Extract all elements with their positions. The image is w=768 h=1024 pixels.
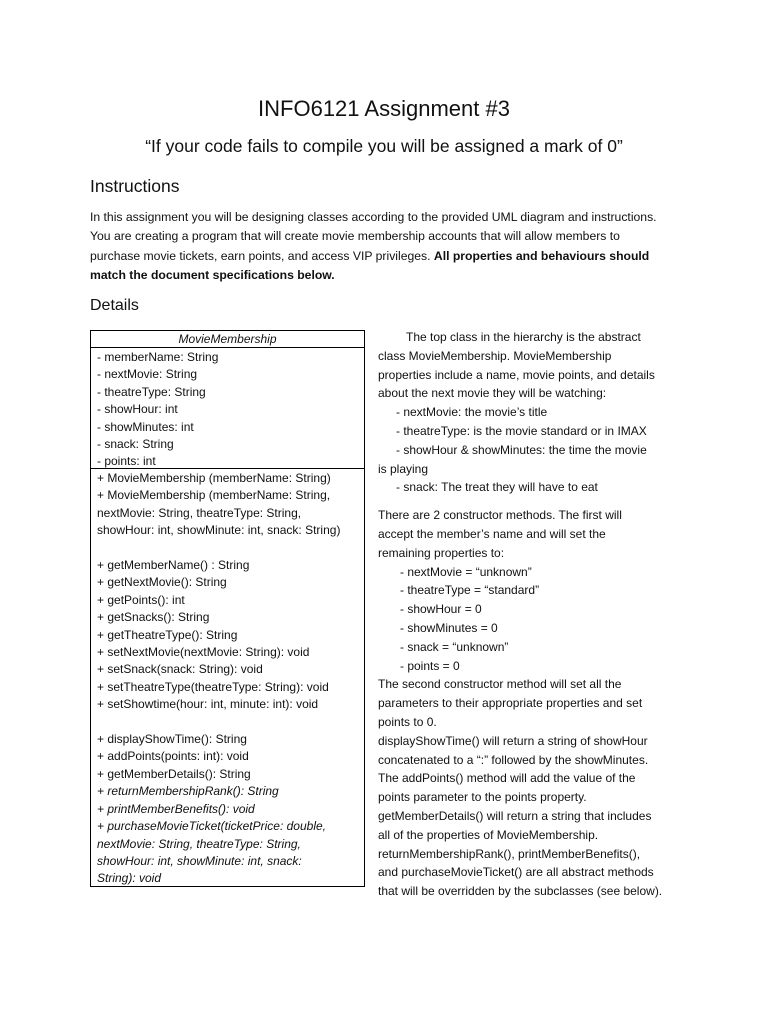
desc-list-item: - showHour & showMinutes: the time the movie [396, 442, 647, 457]
default-value-item: - showMinutes = 0 [400, 620, 498, 635]
desc-line: accept the member’s name and will set the [378, 526, 606, 541]
default-value-item: - snack = “unknown” [400, 639, 509, 654]
desc-line: remaining properties to: [378, 545, 505, 560]
intro-line: You are creating a program that will create movie membership accounts that will allow members to [90, 229, 620, 244]
uml-method: + addPoints(points: int): void [97, 749, 249, 764]
uml-class-name: MovieMembership [91, 331, 364, 348]
uml-abstract-method: + purchaseMovieTicket(ticketPrice: double, [97, 819, 326, 834]
default-value-item: - points = 0 [400, 658, 460, 673]
intro-line: In this assignment you will be designing classes according to the provided UML diagram and instructions. [90, 210, 657, 224]
document-title: INFO6121 Assignment #3 [258, 96, 510, 121]
uml-abstract-method: + returnMembershipRank(): String [97, 784, 279, 799]
uml-method: + displayShowTime(): String [97, 732, 247, 747]
uml-method: + getMemberName() : String [97, 558, 250, 573]
desc-line: parameters to their appropriate properties and set [378, 696, 643, 711]
uml-method: + getTheatreType(): String [97, 627, 238, 642]
uml-attribute: - snack: String [97, 437, 174, 452]
uml-attribute: - theatreType: String [97, 384, 206, 399]
default-value-item: - showHour = 0 [400, 602, 482, 617]
intro-text: purchase movie tickets, earn points, and access VIP privileges. [90, 248, 434, 263]
uml-class-diagram [90, 330, 365, 887]
uml-abstract-method: showHour: int, showMinute: int, snack: [97, 853, 302, 868]
details-heading: Details [90, 297, 139, 314]
desc-list-item: - snack: The treat they will have to eat [396, 480, 598, 495]
desc-line: The addPoints() method will add the value of the [378, 771, 636, 786]
default-value-item: - nextMovie = “unknown” [400, 564, 532, 579]
default-value-item: - theatreType = “standard” [400, 583, 540, 598]
uml-abstract-method: + printMemberBenefits(): void [97, 801, 255, 816]
uml-method: + setTheatreType(theatreType: String): void [97, 679, 329, 694]
desc-line: all of the properties of MovieMembership. [378, 827, 599, 842]
desc-line: The top class in the hierarchy is the abstract [406, 330, 641, 344]
desc-line: points parameter to the points property. [378, 790, 587, 805]
instructions-heading: Instructions [90, 176, 180, 196]
desc-list-item: - theatreType: is the movie standard or in IMAX [396, 423, 647, 438]
uml-method: + setNextMovie(nextMovie: String): void [97, 645, 310, 660]
class-description [378, 328, 678, 901]
uml-abstract-method: nextMovie: String, theatreType: String, [97, 836, 301, 851]
intro-bold-text: All properties and behaviours should [433, 248, 650, 263]
desc-line: There are 2 constructor methods. The first will [378, 508, 622, 523]
desc-list-item-continued: is playing [378, 461, 429, 476]
uml-method: + getSnacks(): String [97, 610, 210, 625]
desc-line: getMemberDetails() will return a string that includes [378, 808, 652, 823]
desc-line: and purchaseMovieTicket() are all abstract methods [378, 865, 654, 880]
uml-attribute: - showMinutes: int [97, 419, 194, 434]
desc-line: The second constructor method will set all the [378, 677, 622, 692]
desc-list-item: - nextMovie: the movie’s title [396, 405, 548, 420]
intro-paragraph [90, 208, 690, 285]
desc-line: concatenated to a “:” followed by the showMinutes. [378, 752, 649, 767]
intro-line: match the document specifications below. [90, 267, 335, 282]
uml-attribute: - showHour: int [97, 402, 178, 417]
uml-method: + setShowtime(hour: int, minute: int): void [97, 697, 319, 712]
uml-constructor: nextMovie: String, theatreType: String, [97, 505, 302, 520]
uml-attributes [91, 348, 364, 469]
desc-line: class MovieMembership. MovieMembership [378, 348, 612, 363]
uml-method: + getNextMovie(): String [97, 575, 227, 590]
desc-line: points to 0. [378, 714, 437, 729]
desc-line: about the next movie they will be watching: [378, 386, 607, 401]
desc-line: returnMembershipRank(), printMemberBenefits(), [378, 846, 641, 861]
warning-quote: “If your code fails to compile you will be assigned a mark of 0” [145, 136, 623, 156]
uml-attribute: - memberName: String [97, 350, 219, 364]
uml-constructor: + MovieMembership (memberName: String, [97, 488, 331, 503]
desc-line: displayShowTime() will return a string of showHour [378, 733, 648, 748]
intro-line [90, 247, 690, 266]
desc-line: properties include a name, movie points, and details [378, 367, 655, 382]
uml-method: + getPoints(): int [97, 592, 185, 607]
uml-methods [91, 469, 364, 888]
uml-attribute: - points: int [97, 454, 156, 469]
desc-line: that will be overridden by the subclasses (see below). [378, 884, 663, 899]
uml-constructor: + MovieMembership (memberName: String) [97, 471, 331, 485]
uml-constructor: showHour: int, showMinute: int, snack: String) [97, 523, 341, 538]
uml-method: + setSnack(snack: String): void [97, 662, 263, 677]
uml-abstract-method: String): void [97, 871, 162, 886]
uml-method: + getMemberDetails(): String [97, 766, 251, 781]
uml-attribute: - nextMovie: String [97, 367, 198, 382]
